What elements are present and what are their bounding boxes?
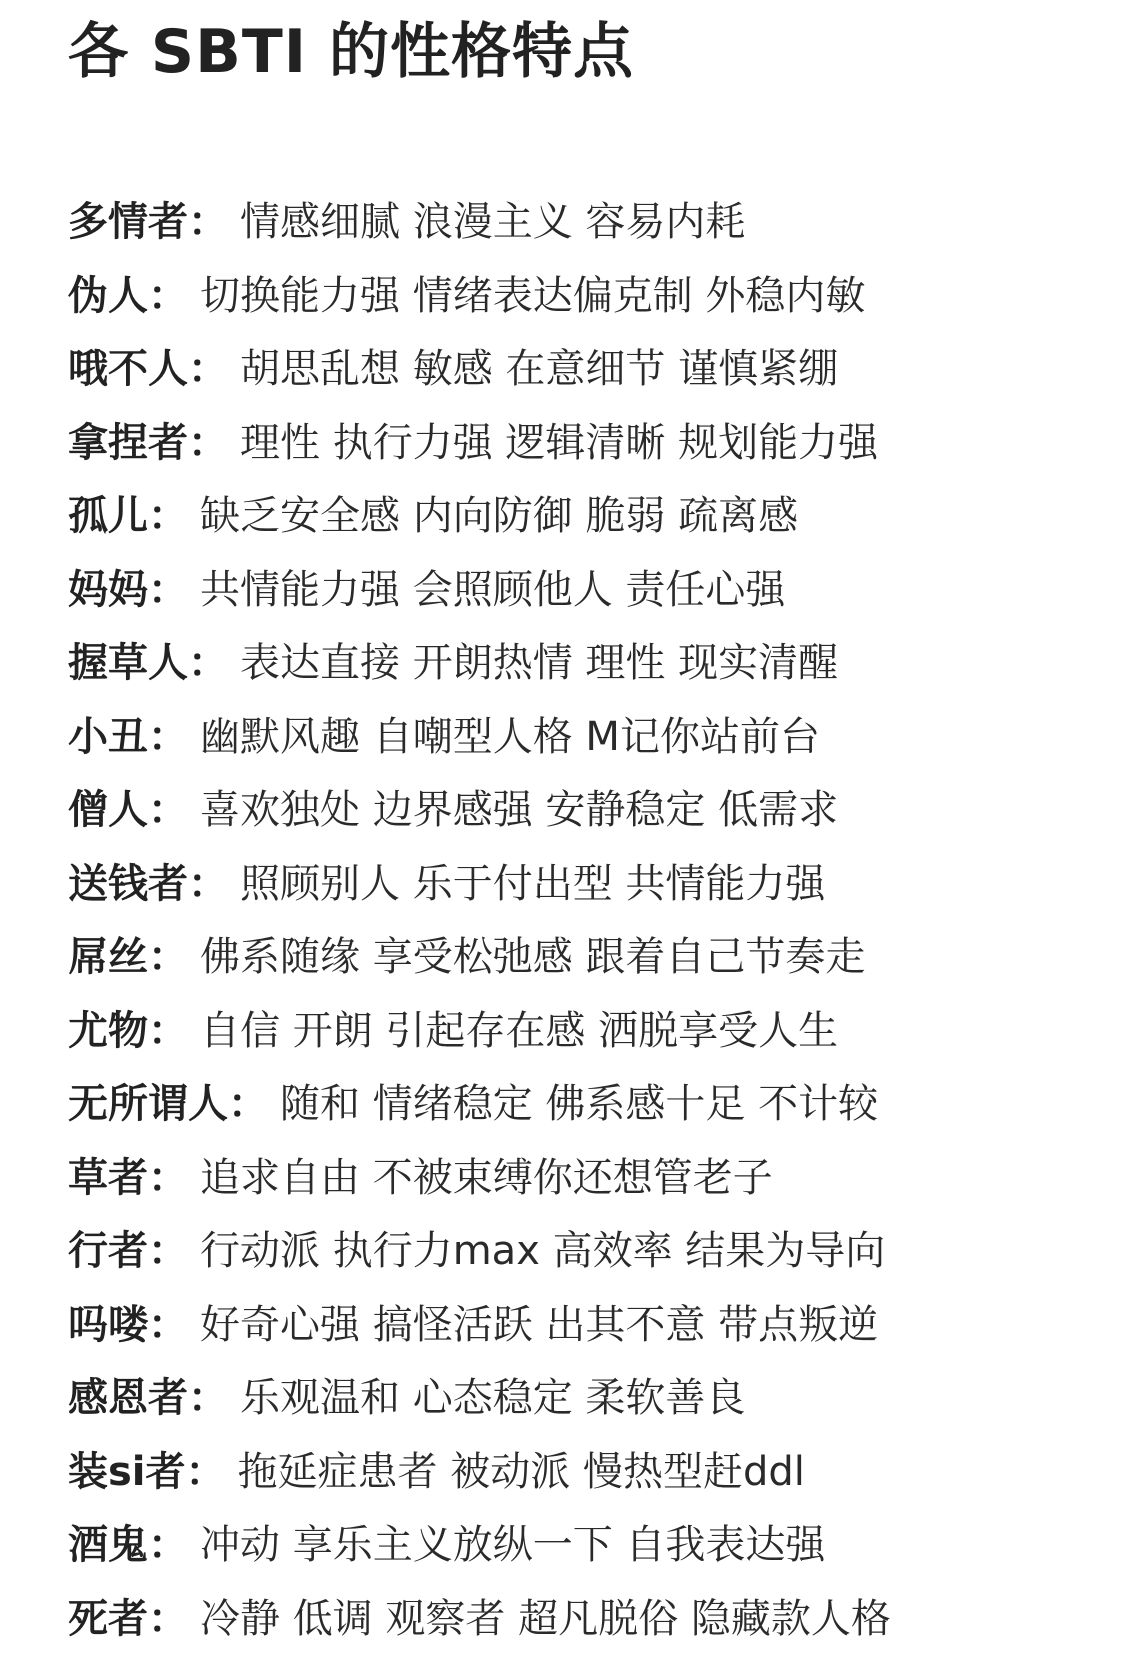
list-item — [68, 627, 1145, 701]
type-traits: 幽默风趣 自嘲型人格 M记你站前台 — [200, 713, 820, 760]
list-item — [68, 1289, 1145, 1363]
colon: ： — [185, 1448, 226, 1495]
type-traits: 理性 执行力强 逻辑清晰 规划能力强 — [240, 419, 879, 466]
colon: ： — [148, 713, 188, 760]
list-item — [68, 554, 1145, 628]
type-traits: 乐观温和 心态稳定 柔软善良 — [240, 1375, 746, 1421]
type-traits: 追求自由 不被束缚你还想管老子 — [200, 1154, 773, 1201]
type-traits: 佛系随缘 享受松弛感 跟着自己节奏走 — [200, 934, 866, 980]
list-item — [68, 1583, 1145, 1657]
type-traits: 胡思乱想 敏感 在意细节 谨慎紧绷 — [240, 346, 839, 392]
personality-list — [68, 186, 1145, 1656]
type-name: 死者 — [68, 1595, 148, 1642]
type-traits: 表达直接 开朗热情 理性 现实清醒 — [240, 640, 839, 686]
type-traits: 切换能力强 情绪表达偏克制 外稳内敏 — [200, 272, 866, 319]
list-item — [68, 774, 1145, 848]
list-item — [68, 848, 1145, 922]
colon: ： — [148, 787, 188, 833]
list-item — [68, 480, 1145, 554]
colon: ： — [188, 1375, 228, 1421]
colon: ： — [148, 1595, 188, 1642]
type-name: 行者 — [68, 1228, 148, 1274]
colon: ： — [148, 1007, 188, 1054]
type-traits: 行动派 执行力max 高效率 结果为导向 — [200, 1228, 886, 1274]
page-title: 各 SBTI 的性格特点 — [68, 17, 634, 87]
type-name: 草者 — [68, 1154, 148, 1201]
type-name: 装si者 — [68, 1448, 186, 1495]
colon: ： — [188, 860, 228, 907]
type-traits: 情感细腻 浪漫主义 容易内耗 — [240, 199, 746, 245]
type-name: 僧人 — [68, 787, 148, 833]
list-item — [68, 701, 1145, 775]
colon: ： — [188, 640, 228, 686]
colon: ： — [148, 1228, 188, 1274]
colon: ： — [148, 566, 188, 613]
colon: ： — [188, 419, 228, 466]
type-name: 感恩者 — [68, 1375, 188, 1421]
colon: ： — [188, 199, 228, 245]
type-name: 无所谓人 — [68, 1081, 228, 1127]
colon: ： — [148, 1522, 188, 1568]
list-item — [68, 1142, 1145, 1216]
type-name: 妈妈 — [68, 566, 148, 613]
type-name: 伪人 — [68, 272, 148, 319]
list-item — [68, 407, 1145, 481]
colon: ： — [148, 934, 188, 980]
list-item — [68, 1436, 1145, 1510]
list-item — [68, 333, 1145, 407]
list-item — [68, 186, 1145, 260]
type-name: 送钱者 — [68, 860, 188, 907]
type-traits: 拖延症患者 被动派 慢热型赶ddl — [237, 1448, 805, 1495]
type-name: 拿捏者 — [68, 419, 188, 466]
type-name: 孤儿 — [68, 493, 148, 539]
type-traits: 喜欢独处 边界感强 安静稳定 低需求 — [200, 787, 839, 833]
colon: ： — [148, 1301, 188, 1348]
type-traits: 冷静 低调 观察者 超凡脱俗 隐藏款人格 — [200, 1595, 891, 1642]
list-item — [68, 921, 1145, 995]
colon: ： — [148, 1154, 188, 1201]
list-item — [68, 1215, 1145, 1289]
type-name: 屌丝 — [68, 934, 148, 980]
type-name: 吗喽 — [68, 1301, 148, 1348]
colon: ： — [228, 1081, 268, 1127]
type-traits: 自信 开朗 引起存在感 洒脱享受人生 — [200, 1007, 839, 1054]
type-name: 哦不人 — [68, 346, 188, 392]
type-name: 尤物 — [68, 1007, 148, 1054]
type-name: 握草人 — [68, 640, 188, 686]
type-traits: 冲动 享乐主义放纵一下 自我表达强 — [200, 1522, 826, 1568]
type-name: 小丑 — [68, 713, 148, 760]
colon: ： — [148, 272, 188, 319]
colon: ： — [188, 346, 228, 392]
type-traits: 照顾别人 乐于付出型 共情能力强 — [240, 860, 826, 907]
list-item — [68, 1068, 1145, 1142]
list-item — [68, 1362, 1145, 1436]
list-item — [68, 995, 1145, 1069]
type-name: 多情者 — [68, 199, 188, 245]
type-traits: 缺乏安全感 内向防御 脆弱 疏离感 — [200, 493, 799, 539]
type-traits: 好奇心强 搞怪活跃 出其不意 带点叛逆 — [200, 1301, 879, 1348]
list-item — [68, 260, 1145, 334]
type-traits: 共情能力强 会照顾他人 责任心强 — [200, 566, 786, 613]
list-item — [68, 1509, 1145, 1583]
type-name: 酒鬼 — [68, 1522, 148, 1568]
type-traits: 随和 情绪稳定 佛系感十足 不计较 — [280, 1081, 879, 1127]
colon: ： — [148, 493, 188, 539]
